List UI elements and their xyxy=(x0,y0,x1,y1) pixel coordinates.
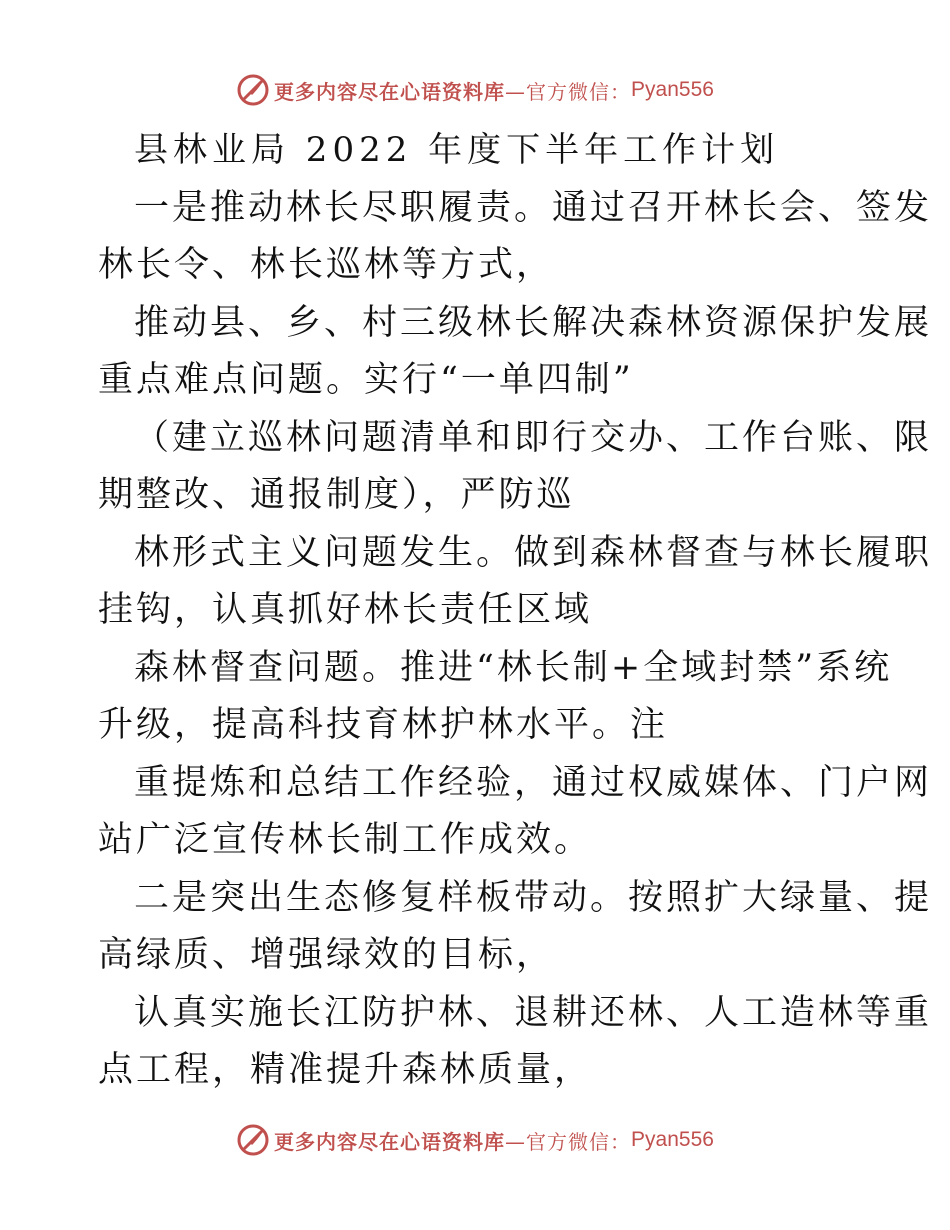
document-line: 升级，提高科技育林护林水平。注 xyxy=(98,705,669,745)
document-line: 重提炼和总结工作经验，通过权威媒体、门户网 xyxy=(134,762,933,803)
document-line: 高绿质、增强绿效的目标， xyxy=(98,935,555,975)
watermark-wechat-id: Pyan556 xyxy=(631,1128,714,1151)
document-line: 推动县、乡、村三级林长解决森林资源保护发展 xyxy=(134,302,933,343)
feather-seal-icon xyxy=(236,73,270,107)
document-line: （建立巡林问题清单和即行交办、工作台账、限 xyxy=(134,417,933,458)
watermark-brand: 更多内容尽在心语资料库 xyxy=(274,79,506,104)
document-line: 站广泛宣传林长制工作成效。 xyxy=(98,820,593,860)
feather-seal-icon xyxy=(236,1123,270,1157)
document-line: 林长令、林长巡林等方式， xyxy=(98,245,555,285)
document-line: 森林督查问题。推进“林长制+全域封禁”系统 xyxy=(134,647,893,688)
watermark-banner-bottom xyxy=(0,1120,950,1160)
document-title: 县林业局 2022 年度下半年工作计划 xyxy=(134,130,780,170)
document-line: 期整改、通报制度），严防巡 xyxy=(98,475,575,515)
document-line: 一是推动林长尽职履责。通过召开林长会、签发 xyxy=(134,187,933,228)
document-line: 认真实施长江防护林、退耕还林、人工造林等重 xyxy=(134,992,933,1033)
watermark-rest: —官方微信： xyxy=(505,1129,632,1154)
document-line: 点工程，精准提升森林质量， xyxy=(98,1050,593,1090)
watermark-rest: —官方微信： xyxy=(505,79,632,104)
document-line: 挂钩，认真抓好林长责任区域 xyxy=(98,590,593,630)
watermark-wechat-id: Pyan556 xyxy=(631,78,714,101)
document-line: 林形式主义问题发生。做到森林督查与林长履职 xyxy=(134,532,933,573)
document-body xyxy=(98,122,933,1100)
document-line: 二是突出生态修复样板带动。按照扩大绿量、提 xyxy=(134,877,933,918)
watermark-banner-top xyxy=(0,70,950,110)
document-lines xyxy=(98,180,933,1100)
document-line: 重点难点问题。实行“一单四制” xyxy=(98,360,634,400)
watermark-brand: 更多内容尽在心语资料库 xyxy=(274,1129,506,1154)
